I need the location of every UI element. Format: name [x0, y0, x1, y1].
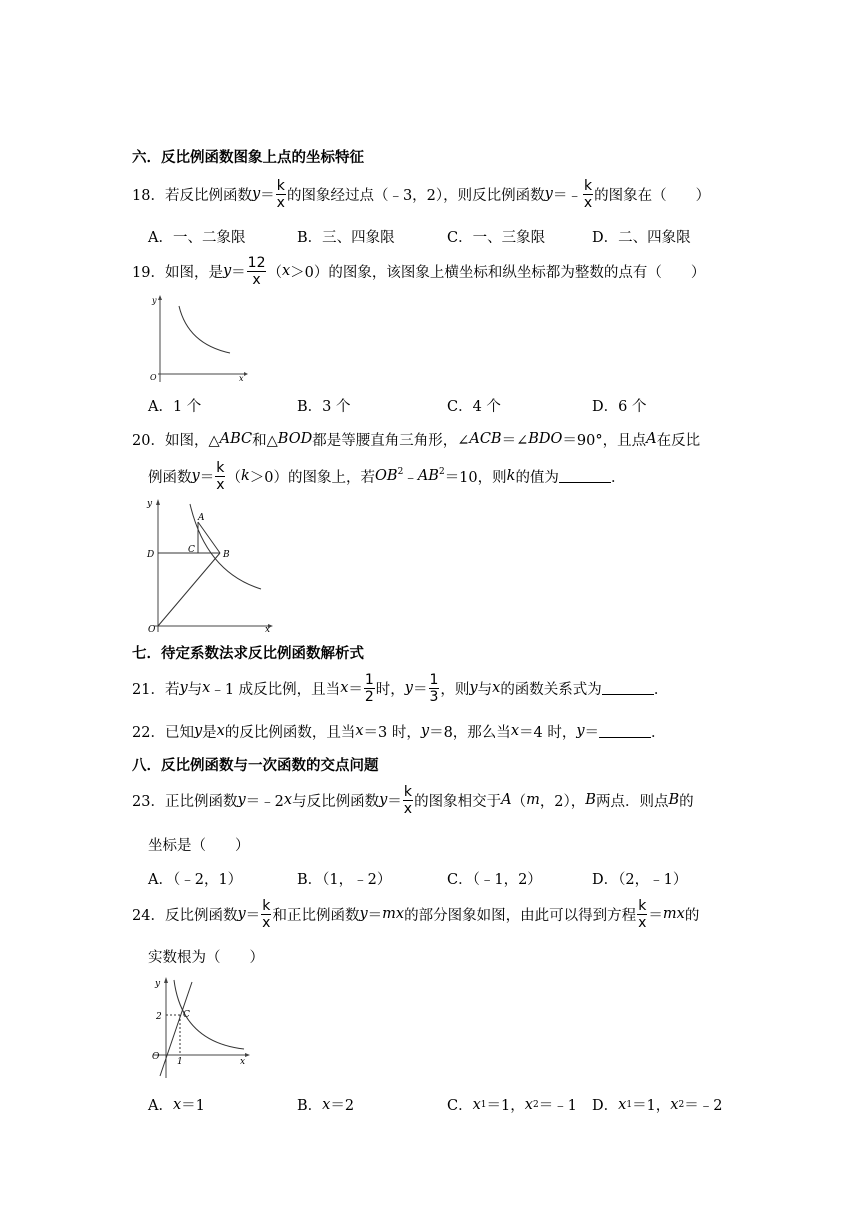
option-letter: D．: [592, 1098, 619, 1114]
angle-acb: ACB: [469, 431, 502, 447]
equals: ＝: [387, 793, 402, 810]
section-heading-7: 七．待定系数法求反比例函数解析式: [132, 646, 364, 662]
answer-blank[interactable]: [599, 725, 651, 738]
q23-text: ，2），: [539, 793, 586, 810]
var-x: x: [355, 723, 364, 739]
var-y: y: [404, 680, 413, 696]
question-number: 18．: [132, 187, 165, 204]
period: ．: [651, 724, 666, 741]
q21-text: ，则: [440, 681, 470, 698]
q24-text: 的: [684, 907, 700, 924]
var-y: y: [237, 906, 246, 922]
q23-text: 两点．则点: [595, 793, 669, 810]
var-x: x: [322, 1096, 331, 1113]
q24-text: ＝: [648, 907, 663, 924]
equals: ＝: [260, 187, 275, 204]
question-number: 24．: [132, 907, 165, 924]
fraction-k-over-x: $\frac{k}{x}$: [583, 177, 593, 211]
var-y: y: [251, 186, 261, 202]
y-axis-arrow: [156, 499, 160, 505]
fraction-k-over-x: $\frac{k}{x}$: [216, 459, 225, 493]
angle-bdo: BDO: [528, 431, 563, 447]
option-letter: B．: [297, 1098, 323, 1114]
q18-text: 若反比例函数: [164, 187, 252, 204]
q22-text: ＝3 时，: [363, 724, 421, 741]
q20-text: 的值为: [515, 469, 559, 486]
q21-text: 时，: [375, 681, 405, 698]
q23-text: 的: [679, 793, 694, 810]
fraction-k-over-x: $\frac{k}{x}$: [638, 897, 647, 931]
q20-text: 在反比: [656, 432, 701, 449]
option-text: ＝﹣2: [684, 1098, 723, 1114]
point-c-label: C: [188, 545, 195, 555]
q22-text: 是: [202, 724, 217, 741]
x-axis-label: x: [240, 1057, 246, 1067]
var-x: x: [283, 792, 293, 808]
q20-text: 如图，△: [164, 432, 220, 449]
equals: ＝: [231, 264, 246, 281]
y-axis-arrow: [158, 295, 162, 300]
option-text: ＝1: [181, 1098, 205, 1114]
q22-text: 已知: [164, 724, 194, 741]
question-24-line-1: [132, 894, 699, 934]
q24-option-b[interactable]: [297, 1094, 354, 1115]
q23-option-c[interactable]: C．（﹣1，2）: [447, 872, 542, 888]
origin-label: O: [152, 1052, 160, 1062]
q19-option-a[interactable]: A．1 个: [148, 399, 202, 415]
x-axis-label: x: [239, 374, 244, 382]
q23-text: 与反比例函数: [292, 793, 380, 810]
q23-option-d[interactable]: D．（2，﹣1）: [592, 872, 688, 888]
option-text: ＝﹣1: [538, 1098, 577, 1114]
q24-graph: [146, 976, 252, 1080]
answer-blank[interactable]: [559, 470, 611, 483]
q24-option-c[interactable]: [447, 1094, 577, 1115]
fraction-1-over-2: $\frac{1}{2}$: [364, 671, 374, 705]
q23-text: 正比例函数: [164, 793, 238, 810]
var-y: y: [222, 263, 232, 279]
period: ．: [653, 681, 669, 698]
y-axis-label: y: [155, 979, 161, 989]
var-x: x: [281, 263, 291, 279]
option-text: ＝1，: [486, 1098, 525, 1114]
tick-label-2: 2: [156, 1012, 162, 1022]
expr-mx: mx: [382, 906, 405, 922]
q22-text: 的反比例函数，且当: [224, 724, 356, 741]
question-18: [132, 174, 710, 214]
question-22: [132, 720, 666, 742]
hyperbola-curve: [179, 306, 230, 353]
q21-text: 的函数关系式为: [500, 681, 602, 698]
var-y: y: [469, 680, 478, 696]
var-x: x: [618, 1096, 627, 1113]
var-x: x: [524, 1096, 533, 1113]
subscript: 2: [678, 1099, 685, 1110]
q21-text: 与: [477, 681, 493, 698]
var-y: y: [191, 468, 200, 484]
minus-sign: ﹣: [403, 469, 418, 486]
q23-option-b[interactable]: B．（1，﹣2）: [297, 872, 392, 888]
subscript: 2: [532, 1099, 539, 1110]
section-heading-6: 六．反比例函数图象上点的坐标特征: [132, 150, 364, 166]
q24-option-a[interactable]: [148, 1094, 205, 1115]
var-k: k: [506, 468, 516, 484]
q22-text: ＝4 时，: [519, 724, 577, 741]
equals: ＝: [348, 681, 363, 698]
point-a-label: A: [198, 513, 205, 523]
q18-option-c[interactable]: C．一、三象限: [447, 230, 546, 246]
fraction-k-over-x: $\frac{k}{x}$: [403, 783, 413, 817]
proportional-line: [160, 982, 192, 1076]
question-number: 21．: [132, 681, 165, 698]
question-19: [132, 251, 705, 291]
question-20-line-1: [132, 428, 700, 450]
q19-text: （: [267, 264, 282, 281]
var-k: k: [241, 468, 250, 484]
q24-text: ＝: [367, 907, 383, 924]
triangle-abc: ABC: [219, 431, 253, 447]
period: ．: [610, 469, 626, 486]
q18-option-b[interactable]: B．三、四象限: [297, 230, 395, 246]
y-axis-arrow: [164, 977, 168, 983]
point-c-label: C: [183, 1010, 190, 1020]
point-b: B: [668, 792, 680, 808]
fraction-1-over-3: $\frac{1}{3}$: [429, 671, 439, 705]
option-letter: A．: [148, 1098, 173, 1114]
equals: ＝: [413, 681, 428, 698]
subscript: 1: [480, 1099, 487, 1110]
q23-option-a[interactable]: A．（﹣2，1）: [148, 872, 243, 888]
tick-label-1: 1: [177, 1057, 183, 1067]
subscript: 1: [626, 1099, 633, 1110]
question-number: 20．: [132, 432, 165, 449]
y-axis-label: y: [152, 296, 157, 305]
y-axis-label: y: [147, 499, 153, 509]
expr-mx: mx: [662, 906, 685, 922]
question-number: 23．: [132, 793, 165, 810]
q21-text: 与: [187, 681, 203, 698]
var-x: x: [216, 723, 225, 739]
triangle-bod: BOD: [277, 431, 313, 447]
var-y: y: [379, 792, 388, 808]
point-a: A: [646, 431, 657, 447]
var-x: x: [340, 680, 349, 696]
point-a: A: [501, 792, 512, 808]
q22-text: ＝: [584, 724, 600, 741]
exponent: 2: [397, 467, 404, 477]
q24-text: 和正比例函数: [272, 907, 360, 924]
q24-text: 的部分图象如图，由此可以得到方程: [404, 907, 637, 924]
option-text: ＝2: [330, 1098, 355, 1114]
var-y: y: [237, 792, 246, 808]
q19-option-c[interactable]: C．4 个: [447, 399, 501, 415]
fraction-k-over-x: $\frac{k}{x}$: [262, 897, 271, 931]
var-x: x: [172, 1096, 182, 1113]
var-x: x: [202, 680, 211, 696]
q18-option-a[interactable]: A．一、二象限: [148, 230, 246, 246]
var-y: y: [193, 723, 203, 739]
q24-option-d[interactable]: [592, 1094, 722, 1115]
question-23-line-1: [132, 780, 694, 820]
origin-label: O: [150, 373, 157, 382]
option-text: ＝1，: [632, 1098, 671, 1114]
x-axis-label: x: [265, 625, 271, 634]
q19-option-b[interactable]: B．3 个: [297, 399, 351, 415]
fraction-12-over-x: $\frac{12}{x}$: [247, 254, 266, 288]
x-axis-arrow: [245, 1053, 250, 1057]
q19-option-d[interactable]: D．6 个: [592, 399, 647, 415]
q18-text: 的图象在（ ）: [594, 187, 711, 204]
equals-negative: ＝﹣: [552, 187, 582, 204]
fraction-k-over-x: $\frac{k}{x}$: [276, 177, 285, 211]
q19-graph: [144, 294, 248, 382]
var-x: x: [670, 1096, 679, 1113]
equals: ＝: [245, 907, 261, 924]
q23-text: 的图象相交于: [414, 793, 502, 810]
question-23-line-2: 坐标是（ ）: [148, 838, 250, 854]
q19-text: ＞0）的图象，该图象上横坐标和纵坐标都为整数的点有（ ）: [290, 264, 706, 281]
q24-text: 反比例函数: [164, 907, 238, 924]
q18-option-d[interactable]: D．二、四象限: [592, 230, 691, 246]
var-y: y: [179, 680, 188, 696]
q20-text: ＝10，则: [444, 469, 507, 486]
equals: ＝: [199, 469, 215, 486]
var-x: x: [510, 723, 519, 739]
origin-label: O: [148, 625, 156, 634]
var-y: y: [359, 906, 368, 922]
q20-text: ＝90°，且点: [562, 432, 647, 449]
q20-text: ＝∠: [501, 432, 529, 449]
q20-text: （: [226, 469, 241, 486]
var-y: y: [576, 723, 585, 739]
segment-ob: [158, 553, 220, 626]
var-x: x: [492, 680, 501, 696]
x-axis-arrow: [244, 372, 248, 376]
q18-text: 的图象经过点（﹣3，2），则反比例函数: [286, 187, 545, 204]
q20-graph: [140, 496, 275, 634]
q20-text: 和△: [252, 432, 278, 449]
var-m: m: [526, 792, 540, 808]
question-number: 22．: [132, 724, 165, 741]
answer-blank[interactable]: [602, 682, 654, 695]
option-letter: C．: [447, 1098, 473, 1114]
q21-text: 若: [164, 681, 180, 698]
var-y: y: [544, 186, 553, 202]
q23-text: （: [511, 793, 527, 810]
segment-ob: OB: [375, 468, 398, 484]
question-24-line-2: 实数根为（ ）: [148, 950, 264, 966]
point-d-label: D: [147, 550, 155, 560]
q22-text: ＝8，那么当: [429, 724, 511, 741]
q21-text: ﹣1 成反比例，且当: [210, 681, 341, 698]
q19-text: 如图，是: [164, 264, 223, 281]
section-heading-8: 八．反比例函数与一次函数的交点问题: [132, 758, 379, 774]
q20-text: 例函数: [148, 469, 192, 486]
segment-ab: AB: [417, 468, 439, 484]
q20-text: 都是等腰直角三角形，∠: [312, 432, 470, 449]
q23-text: ＝﹣2: [245, 793, 284, 810]
exponent: 2: [438, 467, 445, 477]
var-y: y: [420, 723, 430, 739]
question-20-line-2: [148, 456, 625, 496]
var-x: x: [472, 1096, 481, 1113]
point-b-label: B: [223, 550, 230, 560]
q20-text: ＞0）的图象上，若: [249, 469, 376, 486]
question-21: [132, 668, 668, 708]
question-number: 19．: [132, 264, 165, 281]
point-b: B: [585, 792, 596, 808]
